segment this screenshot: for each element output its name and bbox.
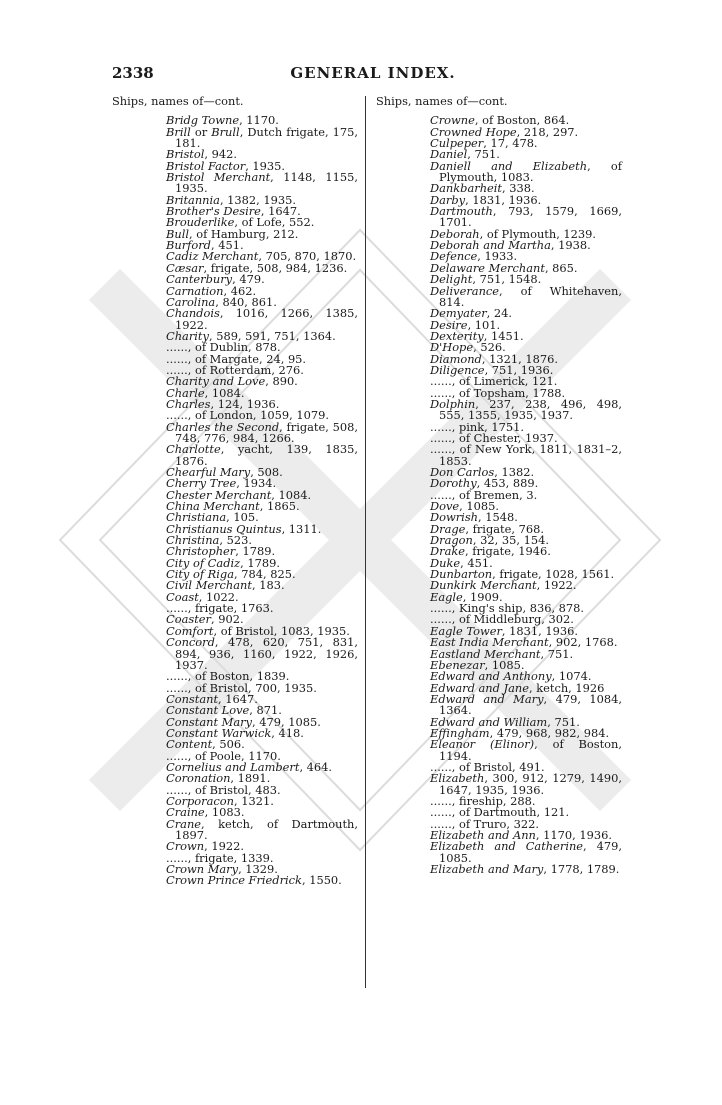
entry-text: ......, frigate, 1339. [166,850,274,865]
entry-text: , 1170. [239,113,279,128]
entry-text: , 1934. [236,476,277,491]
ship-name: Cornelius and Lambert [166,759,300,774]
index-entry [430,158,622,185]
ship-name: Dowrish [430,510,479,525]
entry-text: , 1016, 1266, 1385, 1922. [175,306,358,332]
entry-text: , 1382. [494,465,535,479]
entry-text: , 1831, 1936. [465,192,542,207]
entry-text: , 300, 912, 1279, 1490, 1647, 1935, 1936. [439,771,622,797]
ship-name: City of Cadiz [166,555,241,570]
ship-name: Ebenezar [430,657,485,672]
entry-text: , frigate, 1946. [465,544,551,559]
entry-text: , 105. [226,510,259,525]
entry-text: , 479, 1085. [439,839,623,865]
ship-name: Canterbury [166,272,233,287]
ship-name: Charlotte [166,442,221,457]
ship-name: Duke [430,555,461,570]
ship-name: Christopher [166,544,236,559]
entry-text: ......, of Truro, 322. [430,816,539,831]
right-column [376,96,622,875]
ship-name: Darby [430,192,466,207]
ship-name: Christianus Quintus [166,521,282,536]
entry-text: , 1789. [240,555,280,570]
index-entry [166,308,358,331]
ship-name: Burford [166,238,211,253]
entry-text: , 784, 825. [234,567,296,582]
ship-name: Dragon [430,533,473,548]
ship-name: Deborah [430,226,480,241]
index-entry [430,841,622,864]
entry-text: , 183. [251,578,285,593]
entry-text: , 1550. [301,873,342,888]
page-number: 2338 [112,64,154,82]
ship-name: Daniell and Elizabeth [430,158,588,173]
ship-name: Effingham [430,725,490,740]
entry-text: , of Whitehaven, 814. [439,283,622,309]
entry-text: , 523. [219,533,252,548]
entry-text: , ketch, 1926 [528,680,605,695]
entry-text: , 890. [265,374,298,389]
column-heading: Ships, names of—cont. [376,94,508,108]
entry-text: , 1865. [259,499,300,514]
ship-name: Crane [166,816,202,831]
left-column [112,96,358,887]
entry-text: , 453, 889. [476,476,539,491]
entry-text: ......, of London, 1059, 1079. [166,408,329,423]
ship-name: China Merchant [166,499,260,514]
entry-text: , 793, 1579, 1669, 1701. [439,204,622,230]
entry-text: , frigate, 508, 748, 776, 984, 1266. [175,419,358,445]
entry-text: , 1922. [204,839,244,854]
ship-name: Diamond [430,351,482,366]
entry-text: , 1935. [245,158,286,173]
index-entry [430,773,622,796]
ship-name: Chester Merchant [166,487,272,502]
entry-text: , 1933. [477,249,518,264]
ship-name: Edward and Anthony [430,669,552,684]
entry-text: , 32, 35, 154. [472,533,549,548]
entry-text: , 479, 968, 982, 984. [489,725,610,740]
ship-name: Coaster [166,612,211,627]
entry-text: , of Bristol, 1083, 1935. [213,623,350,638]
ship-name: Dartmouth [430,204,493,219]
entry-text: , 1909. [462,589,503,604]
entry-text: , of Hamburg, 212. [189,226,299,241]
entry-text: , 871. [249,703,282,718]
ship-name: Carolina [166,294,216,309]
entry-text: , 865. [544,260,578,275]
entry-text: , 1311. [281,521,322,536]
ship-name: Craine [166,805,205,820]
ship-name: Cherry Tree [166,476,237,491]
entry-text: , 17, 478. [483,136,538,151]
entry-text: , 751. [540,646,574,661]
entry-text: , 705, 870, 1870. [258,249,357,264]
ship-name: Constant Love [166,703,250,718]
ship-name: Charity [166,328,209,343]
index-entry [166,124,359,151]
entry-text: , of Boston, 1194. [439,737,622,763]
entry-text: , 1778, 1789. [543,862,620,877]
entry-text: ......, of Bristol, 700, 1935. [166,680,317,695]
ship-name: Chandois [166,306,220,321]
entry-text: , 418. [271,725,304,740]
index-entry [166,419,358,445]
entry-text: ......, of Boston, 1839. [166,669,290,684]
ship-name: Desire [430,317,468,332]
entry-text: , 1022. [198,589,239,604]
entry-text: ......, of Poole, 1170. [166,748,281,763]
index-entry [430,283,622,309]
ship-name: Brull [211,124,240,139]
page-header [112,64,634,86]
entry-text: , ketch, of Dartmouth, 1897. [175,816,358,842]
index-entry [166,816,358,842]
entry-text: , 942. [204,147,237,162]
entry-text: , 840, 861. [215,294,277,309]
ship-name: East India Merchant [430,635,549,650]
entry-text: , 902, 1768. [548,635,618,650]
entry-text: , 479, 1084, 1364. [439,691,622,718]
entry-text: , 526. [473,340,506,355]
entry-text: , 1789. [235,544,276,559]
entry-text: ......, pink, 1751. [430,419,524,434]
ship-name: Coronation [166,771,231,786]
index-entry [166,172,358,195]
ship-name: Coast [166,589,199,604]
entry-text: , 1084. [271,487,312,502]
entry-text: , 218, 297. [516,124,579,139]
ship-name: Brouderlike [166,215,235,230]
entry-text: , 1321, 1876. [481,351,558,366]
ship-name: Charles [166,396,211,411]
entry-text: , 1922. [536,578,577,593]
entry-text: ......, of Rotterdam, 276. [166,362,304,377]
entry-text: ......, of Chester, 1937. [430,430,558,445]
entry-text: , 451. [460,555,493,570]
entry-text: , 1083. [204,805,245,820]
ship-name: Don Carlos [430,465,495,479]
entry-text: , frigate, 508, 984, 1236. [203,260,348,275]
entry-list [376,115,622,875]
entry-text: , 1382, 1935. [219,192,297,207]
ship-name: Elizabeth and Catherine [430,839,584,854]
entry-text: , Dutch frigate, 175, 181. [175,124,359,151]
entry-text: , 451. [210,238,244,253]
index-entry [166,875,358,886]
entry-text: ......, of New York, 1811, 1831–2, 1853. [430,442,622,468]
entry-text: ......, King's ship, 836, 878. [430,601,585,616]
ship-name: Delaware Merchant [430,260,545,275]
ship-name: Brill [166,124,191,139]
index-entry [430,206,622,229]
ship-name: Christiana [166,510,227,525]
ship-name: Comfort [166,623,214,638]
ship-name: Bridg Towne [166,113,240,128]
entry-text: ......, of Bristol, 491. [430,759,545,774]
ship-name: Constant [166,691,219,706]
entry-text: ......, fireship, 288. [430,793,536,808]
ship-name: Drage [430,521,466,536]
entry-text: , 24. [486,306,513,321]
ship-name: Elizabeth [430,771,485,786]
ship-name: Dunkirk Merchant [430,578,537,593]
ship-name: Daniel [430,147,468,162]
ship-name: Bull [166,226,189,241]
entry-text: , 1548. [478,510,518,525]
ship-name: Cæsar [166,260,204,275]
ship-name: Edward and William [430,714,548,729]
entry-text: , 1647. [260,204,301,219]
ship-name: Eleanor (Elinor) [430,737,535,752]
ship-name: Dolphin [430,396,476,411]
ship-name: Dunbarton [430,567,493,582]
ship-name: Constant Warwick [166,725,272,740]
ship-name: Civil Merchant [166,578,252,593]
entry-text: , of Boston, 864. [474,113,570,128]
ship-name: Crowne [430,113,475,128]
entry-text: , of Plymouth, 1083. [439,158,622,185]
ship-name: Eagle [430,589,463,604]
entry-text: , 1074. [551,669,592,684]
ship-name: Deliverance [430,283,500,298]
index-entry [430,864,622,875]
entry-text: ......, of Margate, 24, 95. [166,351,307,366]
entry-text: , 1085. [484,657,525,672]
entry-text: , of Plymouth, 1239. [479,226,597,241]
entry-text: , 478, 620, 751, 831, 894, 936, 1160, 1922, 1926, 1937. [175,635,358,672]
index-entry [430,444,622,467]
ship-name: Eastland Merchant [430,646,541,661]
page-title: GENERAL INDEX. [290,64,456,82]
entry-text: ......, of Dublin, 878. [166,340,281,355]
entry-text: , 1451. [483,328,524,343]
ship-name: City of Riga [166,567,234,582]
ship-name: Dexterity [430,328,484,343]
ship-name: Charity and Love [166,374,266,389]
entry-text: , yacht, 139, 1835, 1876. [175,442,358,468]
ship-name: Christina [166,533,220,548]
entry-text: , 751, 1936. [484,362,554,377]
entry-text: , 1891. [230,771,271,786]
entry-text: , 1831, 1936. [501,623,579,638]
ship-name: Defence [430,249,478,264]
ship-name: Cadiz Merchant [166,249,259,264]
ship-name: Diligence [430,362,485,377]
ship-name: Drake [430,544,466,559]
entry-text: , 506. [212,737,245,752]
entry-text: , 589, 591, 751, 1364. [208,328,336,343]
ship-name: Brother's Desire [166,204,261,219]
entry-text: , 751. [547,714,580,729]
ship-name: Corporacon [166,793,234,808]
ship-name: Elizabeth and Ann [430,828,536,842]
ship-name: Bristol Factor [166,158,246,173]
ship-name: D'Hope [430,340,474,355]
ship-name: Elizabeth and Mary [430,862,544,877]
entry-text: , 479, 1085. [252,714,321,729]
entry-text: , 1329. [238,862,278,877]
ship-name: Dove [430,499,460,514]
entry-text: ......, of Middleburg, 302. [430,612,574,627]
index-entry [430,691,622,718]
entry-text: ......, frigate, 1763. [166,601,274,616]
entry-text: , 1148, 1155, 1935. [175,170,358,196]
entry-text: , 338. [502,181,535,196]
entry-text: , 902. [210,612,244,627]
ship-name: Carnation [166,283,224,298]
index-entry [430,396,622,423]
entry-text: , of Lofe, 552. [234,215,315,230]
entry-text: , 1085. [459,499,500,514]
entry-text: , 1321. [233,793,274,808]
ship-name: Crown [166,839,205,854]
index-entry [166,444,358,467]
ship-name: Charle [166,385,205,400]
ship-name: Edward and Mary [430,691,544,706]
entry-text: , 237, 238, 496, 498, 555, 1355, 1935, 1937. [439,396,622,423]
ship-name: Constant Mary [166,714,252,729]
ship-name: Crown Prince Friedrick [166,873,302,888]
entry-text: , 751, 1548. [472,272,542,287]
entry-text: , 1938. [550,238,591,253]
ship-name: Bristol [166,147,205,162]
ship-name: Culpeper [430,136,484,151]
entry-text: , 101. [467,317,501,332]
entry-text: , 1084. [204,385,245,400]
entry-list [112,115,358,886]
column-heading: Ships, names of—cont. [112,94,244,108]
ship-name: Britannia [166,192,220,207]
entry-text: , 1170, 1936. [535,828,612,842]
entry-text: ......, of Dartmouth, 121. [430,805,570,820]
ship-name: Demyater [430,306,487,321]
column-divider [365,96,366,988]
entry-text: , 124, 1936. [210,396,280,411]
index-entry [166,637,358,671]
ship-name: Chearful Mary [166,465,251,479]
ship-name: Crown Mary [166,862,239,877]
entry-text: ......, of Bremen, 3. [430,487,538,502]
entry-text: , frigate, 768. [465,521,544,536]
entry-text: ......, of Topsham, 1788. [430,385,566,400]
entry-text: , 462. [223,283,257,298]
ship-name: Edward and Jane [430,680,529,695]
entry-text: or [190,124,212,139]
ship-name: Deborah and Martha [430,238,551,253]
entry-text: ......, of Limerick, 121. [430,374,558,389]
ship-name: Eagle Tower [430,623,502,638]
ship-name: Delight [430,272,473,287]
entry-text: , 479. [232,272,265,287]
ship-name: Content [166,737,213,752]
entry-text: , 1647. [218,691,258,706]
entry-text: , frigate, 1028, 1561. [492,567,615,582]
ship-name: Bristol Merchant [166,170,271,185]
ship-name: Dorothy [430,476,477,491]
ship-name: Crowned Hope [430,124,517,139]
entry-text: , 508. [250,465,283,479]
ship-name: Concord [166,635,215,650]
ship-name: Charles the Second [166,419,280,434]
entry-text: ......, of Bristol, 483. [166,782,281,797]
entry-text: , 464. [299,759,333,774]
entry-text: , 751. [467,147,500,162]
index-entry [430,739,622,762]
ship-name: Dankbarheit [430,181,502,196]
